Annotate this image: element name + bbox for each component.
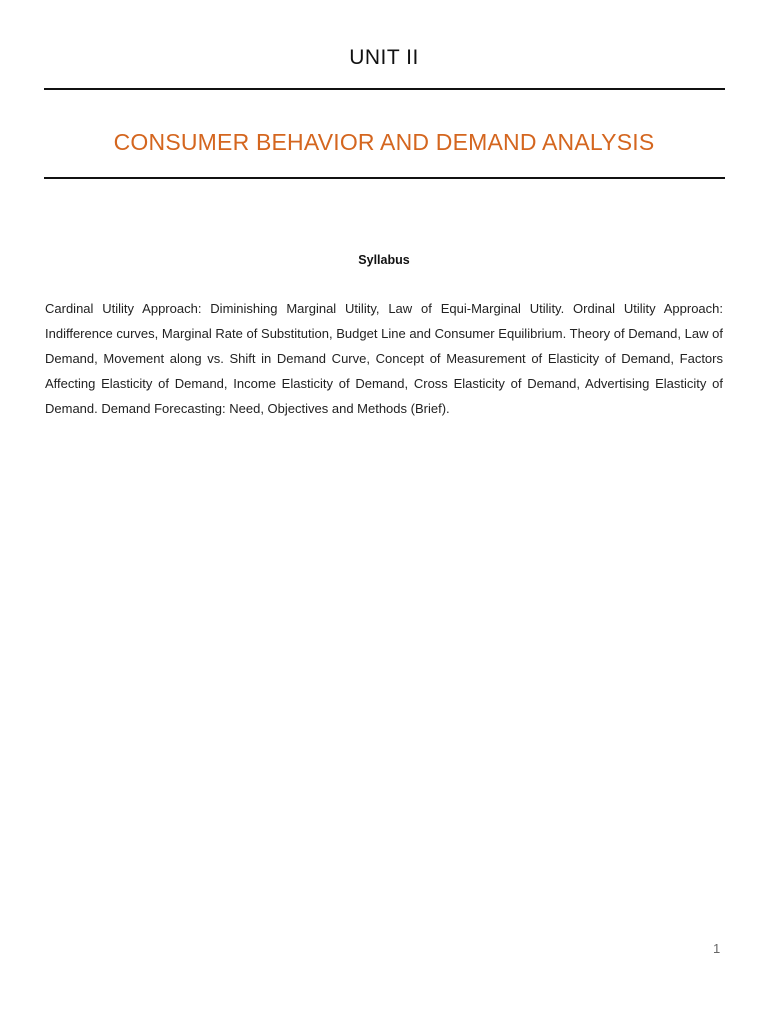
bottom-divider [44,177,725,179]
unit-title: UNIT II [349,46,419,69]
chapter-title: CONSUMER BEHAVIOR AND DEMAND ANALYSIS [113,129,655,155]
top-divider [44,88,725,90]
page-number: 1 [713,941,721,956]
syllabus-heading: Syllabus [358,253,410,267]
syllabus-body: Cardinal Utility Approach: Diminishing Marginal Utility, Law of Equi-Marginal Utility. Ordinal Utility Approach: Indifference curves, Marginal Rate of Substitution, Budget Line and Consumer Equilibrium. Theory of Demand, Law of Demand, Movement along vs. Shift in Demand Curve, Concept of Measurement of Elasticity of Demand, Factors Affecting Elasticity of Demand, Income Elasticity of Demand, Cross Elasticity of Demand, Advertising Elasticity of Demand. Demand Forecasting: Need, Objectives and Methods (Brief). [45,301,723,416]
